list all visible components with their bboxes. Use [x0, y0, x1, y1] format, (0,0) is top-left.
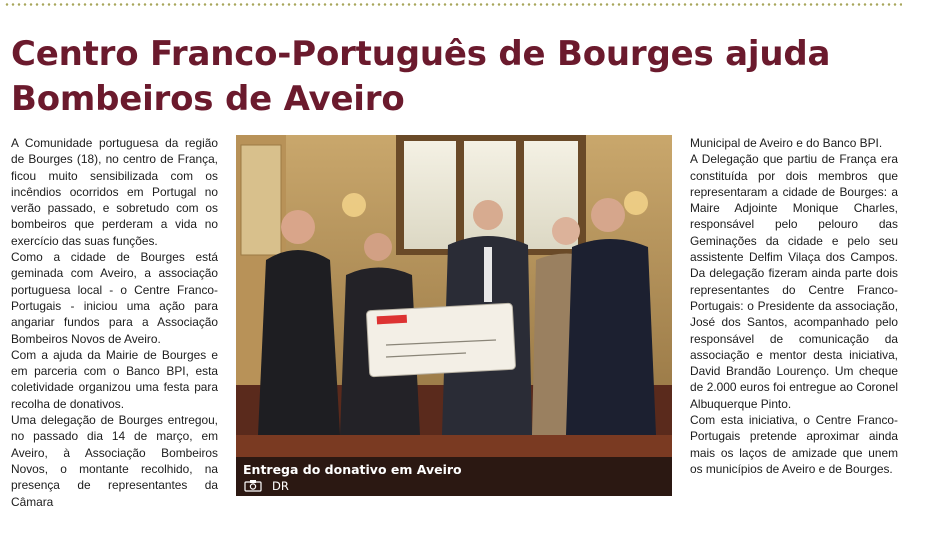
- photo-scene: [236, 135, 672, 496]
- right-paragraph-2: A Delegação que partiu de França era constituída por dois membros que representaram a cidade de Bourges: a Maire Adjointe Monique Charles, responsável pelo pelouro das Geminações da cidade e pelo seu assistente Delfim Vilaça dos Campos. Da delegação fizeram ainda parte dois representantes do Centre Franco-Portugais: o Presidente da associação, José dos Santos, acompanhado pelo responsável de comunicação da associação e mentor desta iniciativa, David Brandão Lourenço. Um cheque de 2.000 euros foi entregue ao Coronel Albuquerque Pinto.: [690, 152, 898, 411]
- headline-line-1: Centro Franco-Português de Bourges ajuda: [11, 34, 831, 74]
- left-paragraph-1: A Comunidade portuguesa da região de Bourges (18), no centro de França, ficou muito sensibilizada com os incêndios ocorridos em Portugal no verão passado, e sobretudo com os bombeiros que perderam a vida no exercício das suas funções.: [11, 136, 218, 248]
- right-paragraph-1: Municipal de Aveiro e do Banco BPI.: [690, 136, 883, 150]
- headline-line-2: Bombeiros de Aveiro: [11, 79, 405, 119]
- left-paragraph-3: Com a ajuda da Mairie de Bourges e em parceria com o Banco BPI, esta coletividade organizou uma festa para recolha de donativos.: [11, 347, 218, 411]
- article-photo: [236, 135, 672, 496]
- article-headline: [11, 32, 911, 122]
- photo-caption: Entrega do donativo em Aveiro: [243, 462, 462, 477]
- right-paragraph-3: Com esta iniciativa, o Centre Franco-Portugais pretende aproximar ainda mais os laços de amizade que unem os municípios de Aveiro e de Bourges.: [690, 413, 898, 476]
- photo-credit: DR: [272, 479, 289, 493]
- dotted-top-rule: [4, 3, 902, 6]
- article-right-column: [690, 135, 898, 477]
- photo-caption-bar: [236, 457, 672, 496]
- camera-icon: [244, 479, 262, 492]
- left-paragraph-4: Uma delegação de Bourges entregou, no passado dia 14 de março, em Aveiro, à Associação Bombeiros Novos, o montante recolhido, na presença de representantes da Câmara: [11, 413, 218, 509]
- left-paragraph-2: Como a cidade de Bourges está geminada com Aveiro, a associação portuguesa local - o Centre Franco-Portugais - iniciou uma ação para angariar fundos para a Associação Bombeiros Novos de Aveiro.: [11, 250, 218, 346]
- article-left-column: [11, 135, 218, 510]
